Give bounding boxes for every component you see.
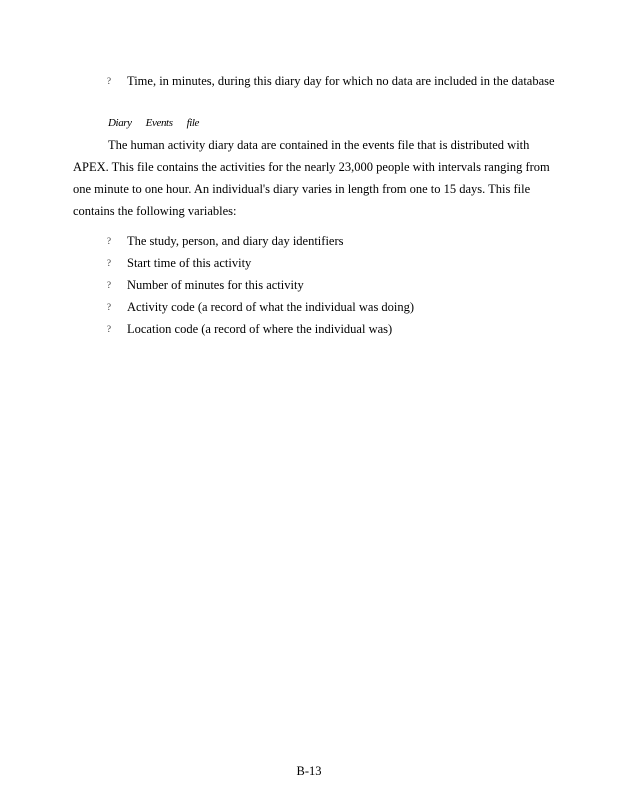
heading-word: Diary bbox=[108, 117, 132, 129]
bullet-item-start-time bbox=[107, 255, 251, 271]
heading-word: Events bbox=[145, 117, 173, 129]
bullet-item-minutes bbox=[107, 277, 304, 293]
bullet-icon: ? bbox=[107, 258, 111, 268]
bullet-item-activity-code bbox=[107, 299, 414, 315]
bullet-icon: ? bbox=[107, 280, 111, 290]
paragraph-line: APEX. This file contains the activities for the nearly 23,000 people with intervals ranging from bbox=[73, 160, 550, 174]
bullet-item-identifiers bbox=[107, 233, 344, 249]
bullet-icon: ? bbox=[107, 302, 111, 312]
bullet-text: Location code (a record of where the individual was) bbox=[127, 322, 393, 336]
bullet-text: Activity code (a record of what the individual was doing) bbox=[127, 300, 415, 314]
bullet-text: Number of minutes for this activity bbox=[127, 278, 304, 292]
bullet-item-unrecorded-time bbox=[107, 73, 555, 89]
bullet-text: The study, person, and diary day identifiers bbox=[127, 234, 344, 248]
paragraph-line: one minute to one hour. An individual's diary varies in length from one to 15 days. This file bbox=[73, 182, 531, 196]
section-heading bbox=[108, 117, 199, 129]
paragraph-line: The human activity diary data are contained in the events file that is distributed with bbox=[108, 138, 530, 152]
bullet-text: Time, in minutes, during this diary day for which no data are included in the database bbox=[127, 74, 555, 88]
section-paragraph bbox=[73, 134, 553, 222]
bullet-icon: ? bbox=[107, 76, 111, 86]
page-number: B-13 bbox=[296, 764, 322, 778]
bullet-icon: ? bbox=[107, 324, 111, 334]
heading-word: file bbox=[186, 117, 200, 129]
bullet-icon: ? bbox=[107, 236, 111, 246]
bullet-item-location-code bbox=[107, 321, 392, 337]
bullet-text: Start time of this activity bbox=[127, 256, 252, 270]
paragraph-line: contains the following variables: bbox=[73, 204, 237, 218]
